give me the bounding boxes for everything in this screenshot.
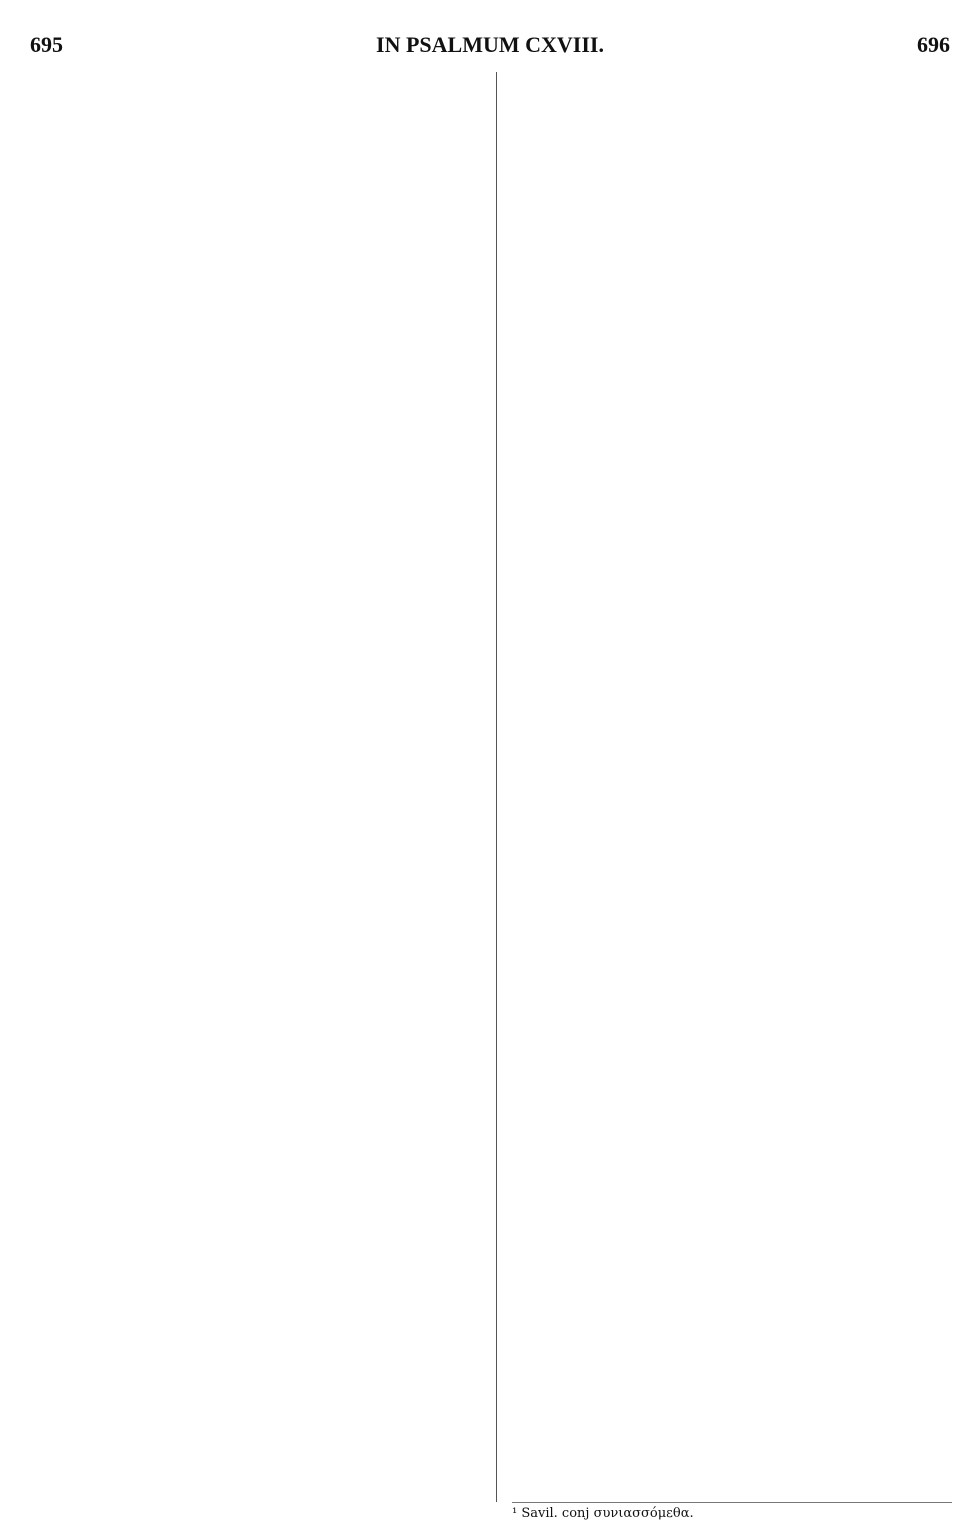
page-number-right: 696 — [916, 32, 950, 57]
column-divider — [496, 72, 497, 1502]
page-number-left: 695 — [30, 32, 63, 57]
running-title: IN PSALMUM CXVIII. — [376, 32, 604, 57]
running-head — [30, 30, 950, 60]
footnote: ¹ Savil. conj συνιασσόμεθα. — [512, 1502, 952, 1521]
